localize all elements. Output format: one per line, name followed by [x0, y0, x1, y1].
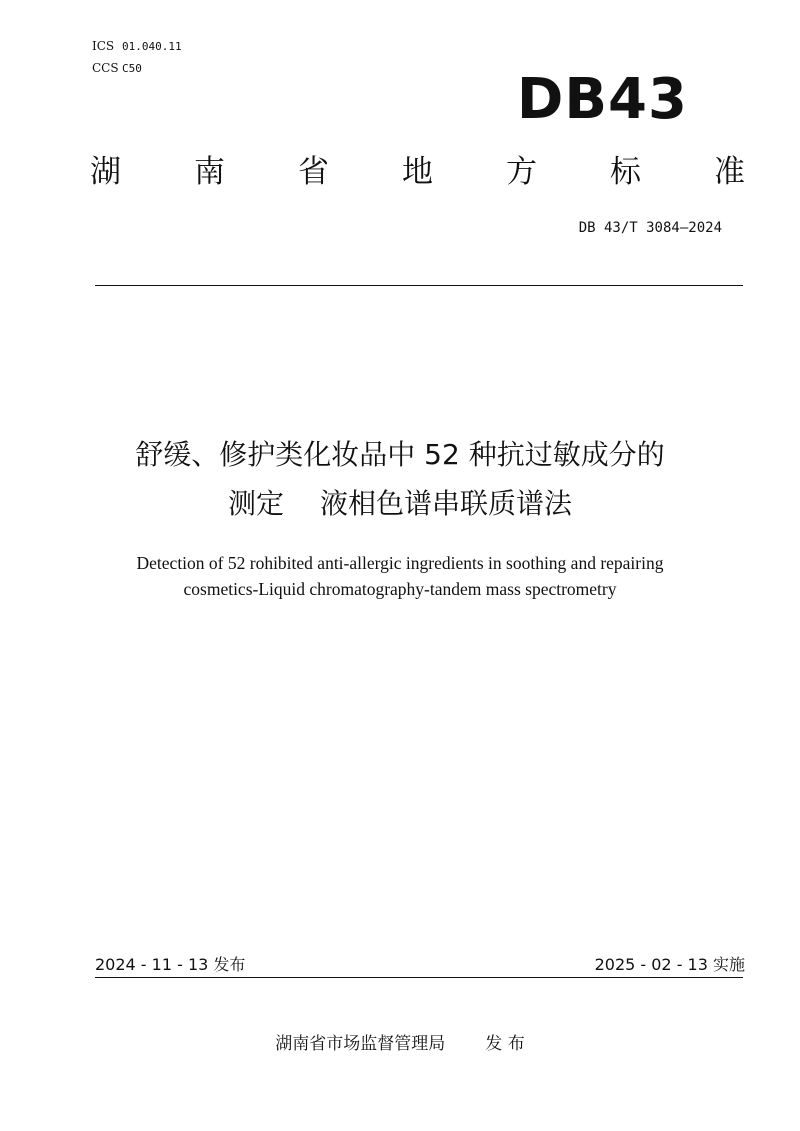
standard-number: DB 43/T 3084—2024 [578, 220, 722, 236]
standard-type [90, 150, 745, 194]
title-cn-line2 [40, 487, 760, 521]
title-cn-line1: 舒缓、修护类化妆品中 52 种抗过敏成分的 [135, 438, 665, 471]
ics-value: 01.040.11 [122, 40, 182, 53]
issuer [0, 1033, 800, 1055]
ics-code [92, 39, 182, 54]
standard-type-char: 准 [714, 154, 745, 190]
bottom-divider [95, 977, 743, 978]
standard-type-char: 南 [194, 154, 225, 190]
title-cn-line2-part1: 测定 [227, 487, 284, 520]
standard-type-char: 湖 [90, 154, 121, 190]
title-cn-line2-part2: 液相色谱串联质谱法 [320, 487, 573, 520]
standard-type-char: 省 [298, 154, 329, 190]
ccs-code [92, 61, 142, 76]
title-en-line1: Detection of 52 rohibited anti-allergic ingredients in soothing and repairing [136, 553, 664, 573]
issuer-name: 湖南省市场监督管理局 [275, 1034, 446, 1054]
publish-date: 2024 - 11 - 13 发布 [95, 955, 246, 974]
standard-type-char: 地 [402, 154, 433, 190]
date-row [95, 955, 745, 975]
ics-label: ICS [92, 39, 115, 53]
issuer-action: 发 布 [485, 1034, 525, 1054]
ccs-value: C50 [122, 62, 142, 75]
top-divider [95, 285, 743, 286]
standard-type-char: 标 [610, 154, 641, 190]
title-en-line2: cosmetics-Liquid chromatography-tandem mass spectrometry [183, 579, 617, 599]
standard-type-char: 方 [506, 154, 537, 190]
implement-date: 2025 - 02 - 13 实施 [594, 955, 745, 974]
ccs-label: CCS [92, 61, 119, 75]
db-logo: DB43 [516, 67, 688, 132]
title-en [40, 550, 760, 602]
